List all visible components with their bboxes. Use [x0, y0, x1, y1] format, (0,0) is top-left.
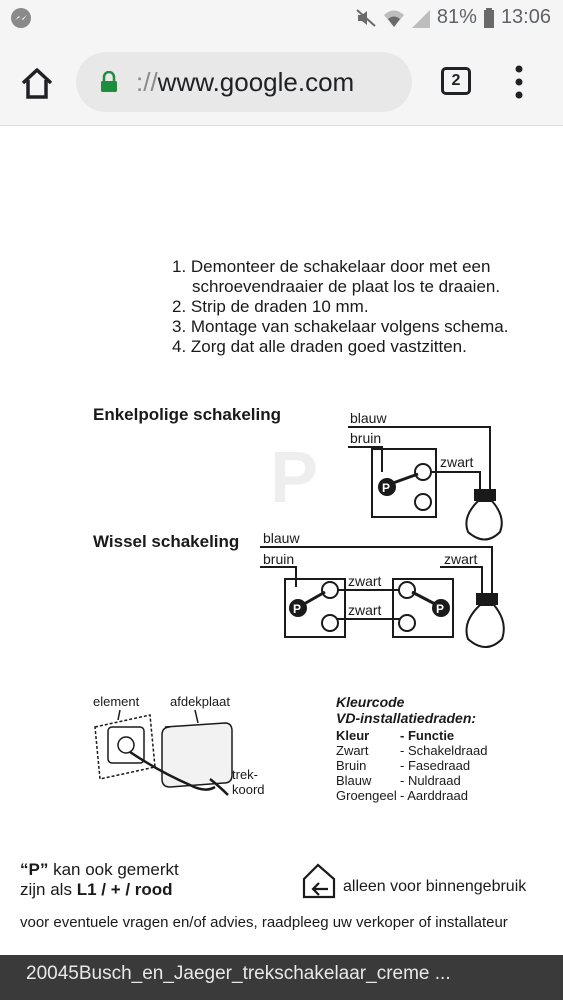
more-vert-icon — [509, 64, 529, 100]
mute-icon — [355, 7, 377, 29]
two-way-switch-right — [399, 582, 450, 631]
single-wire-black: zwart — [440, 454, 474, 470]
two-way-wire-blue: blauw — [263, 530, 300, 546]
two-way-wire-black-3: zwart — [444, 551, 478, 567]
color-code-header-function: - Functie — [400, 728, 455, 743]
signal-icon — [411, 7, 431, 29]
color-code-header-color: Kleur — [336, 728, 370, 743]
label-cord-1: trek- — [232, 767, 258, 782]
wifi-icon — [383, 7, 405, 29]
switch-parts-drawing — [95, 710, 232, 795]
battery-icon — [483, 7, 495, 29]
instruction-sheet-image — [0, 127, 563, 955]
label-cover: afdekplaat — [170, 694, 230, 709]
lock-icon — [100, 71, 118, 93]
two-way-wire-brown: bruin — [263, 551, 295, 567]
battery-level: 81% — [436, 6, 477, 28]
tab-count: 2 — [451, 72, 461, 89]
two-way-lamp-icon — [467, 593, 504, 647]
single-switch — [378, 464, 431, 510]
two-way-p-label-right: P — [436, 602, 445, 616]
color-row-4-function: - Aarddraad — [400, 788, 468, 803]
label-cord-2: koord — [232, 782, 265, 797]
indoor-use-note: alleen voor binnengebruik — [343, 878, 527, 895]
color-row-3-function: - Nuldraad — [400, 773, 461, 788]
home-icon — [18, 64, 56, 102]
color-row-3-color: Blauw — [336, 773, 372, 788]
step-4: 4. Zorg dat alle draden goed vastzitten. — [172, 337, 467, 356]
browser-toolbar — [0, 36, 563, 126]
clock: 13:06 — [500, 6, 551, 28]
overflow-menu-button[interactable] — [509, 64, 529, 100]
color-row-2-color: Bruin — [336, 758, 367, 773]
color-row-1-function: - Schakeldraad — [400, 743, 488, 758]
status-icons — [355, 6, 551, 29]
step-3: 3. Montage van schakelaar volgens schema. — [172, 317, 509, 336]
two-way-p-label-left: P — [293, 602, 302, 616]
download-bar[interactable] — [0, 955, 563, 1000]
p-note-line-1 — [20, 860, 179, 879]
p-note-bold: “P” — [20, 860, 49, 879]
two-way-wire-black-2: zwart — [348, 602, 382, 618]
p-note-pre: zijn als — [20, 880, 77, 899]
p-note-rest: kan ook gemerkt — [48, 860, 179, 879]
single-lamp-icon — [466, 489, 501, 540]
messenger-icon — [10, 7, 32, 34]
page-content[interactable] — [0, 127, 563, 955]
color-row-1-color: Zwart — [336, 743, 369, 758]
indoor-use-icon — [304, 865, 334, 897]
single-pole-title: Enkelpolige schakeling — [93, 405, 282, 424]
url-scheme: :// — [136, 67, 158, 97]
url-text — [136, 67, 354, 98]
single-wire-blue: blauw — [350, 410, 387, 426]
home-button[interactable] — [18, 64, 56, 102]
two-way-switch-left — [289, 582, 338, 631]
p-note-line-2 — [20, 880, 173, 899]
color-row-2-function: - Fasedraad — [400, 758, 471, 773]
step-2: 2. Strip de draden 10 mm. — [172, 297, 369, 316]
advice-note: voor eventuele vragen en/of advies, raadpleeg uw verkoper of installateur — [20, 914, 508, 931]
url-host: www.google.com — [157, 67, 355, 97]
label-element: element — [93, 694, 140, 709]
p-note-alt: L1 / + / rood — [76, 880, 173, 899]
two-way-title: Wissel schakeling — [93, 532, 240, 551]
step-1: 1. Demonteer de schakelaar door met een — [172, 257, 491, 276]
color-code-title-1: Kleurcode — [336, 694, 405, 710]
file-name: 20045Busch_en_Jaeger_trekschakelaar_creme ... — [26, 963, 451, 984]
tab-switcher-button[interactable] — [441, 67, 471, 95]
watermark-p: P — [270, 438, 319, 518]
single-p-label: P — [382, 481, 391, 495]
status-bar — [0, 0, 563, 36]
step-1-cont: schroevendraaier de plaat los te draaien. — [192, 277, 501, 296]
two-way-wire-black-1: zwart — [348, 573, 382, 589]
single-wire-brown: bruin — [350, 430, 382, 446]
address-bar[interactable] — [76, 52, 412, 112]
color-code-title-2: VD-installatiedraden: — [336, 710, 477, 726]
color-row-4-color: Groengeel — [336, 788, 397, 803]
